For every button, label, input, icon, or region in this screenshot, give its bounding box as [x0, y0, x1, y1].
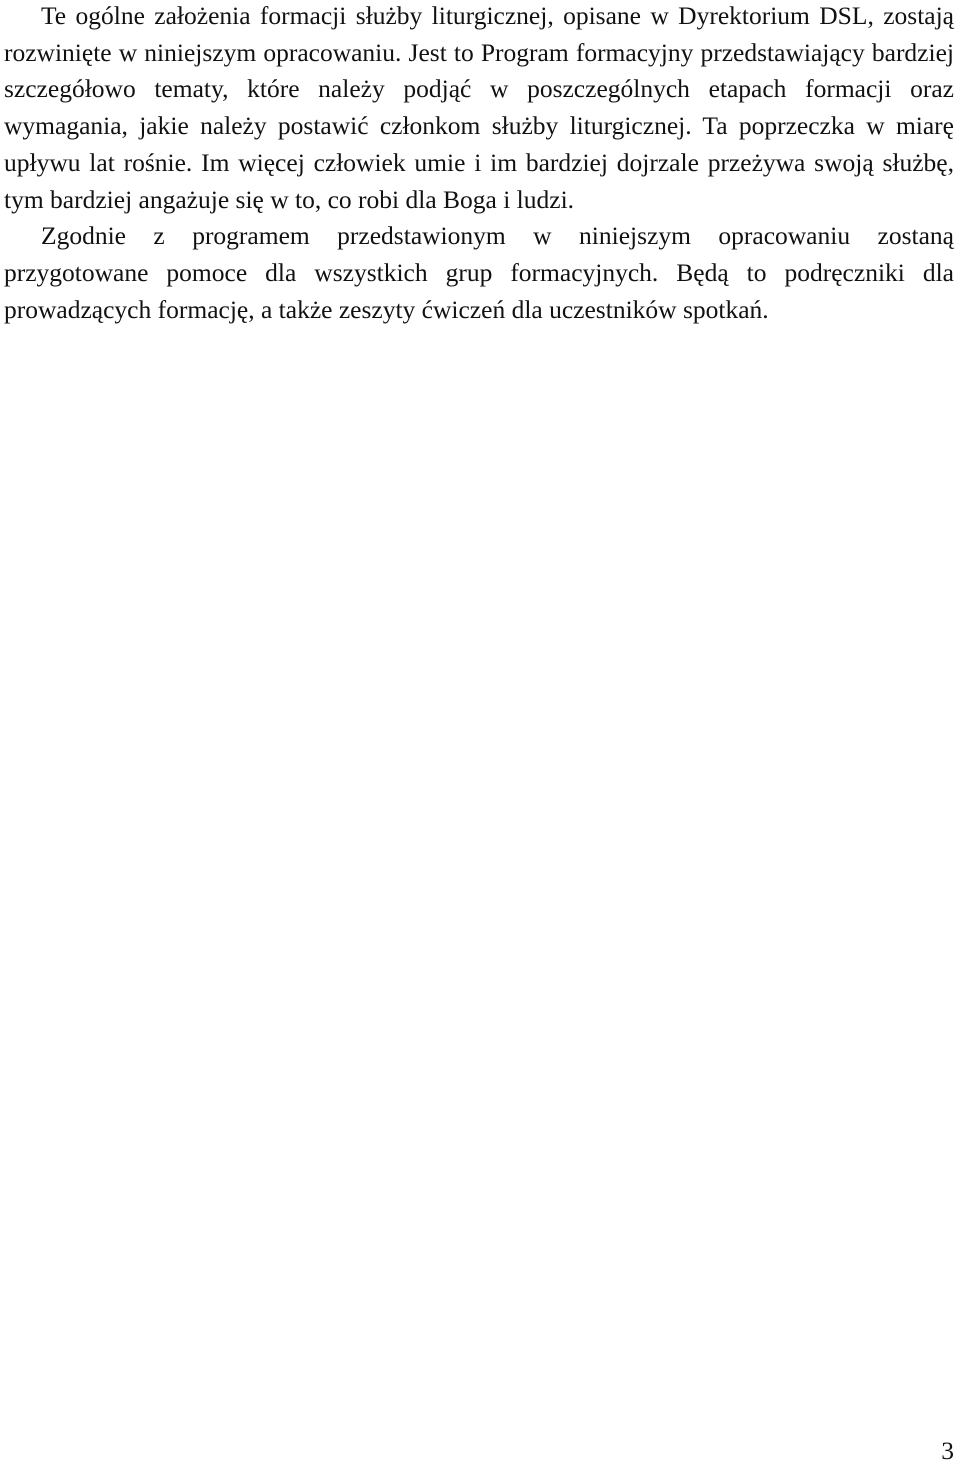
- paragraph-program: Zgodnie z programem przedstawionym w niniejszym opracowaniu zostaną przygotowane pomoce dla wszystkich grup formacyjnych. Będą to podręczniki dla prowadzących formację, a także zeszyty ćwiczeń dla uczestników spotkań.: [4, 221, 954, 324]
- body-text: [4, 0, 954, 328]
- page-number: 3: [941, 1436, 954, 1465]
- paragraph-intro: Te ogólne założenia formacji służby liturgicznej, opisane w Dyrektorium DSL, zostają rozwinięte w niniejszym opracowaniu. Jest to Program formacyjny przedstawiający bardziej szczegółowo tematy, które należy podjąć w poszczególnych etapach formacji oraz wymagania, jakie należy postawić członkom służby liturgicznej. Ta poprzeczka w miarę upływu lat rośnie. Im więcej człowiek umie i im bardziej dojrzale przeżywa swoją służbę, tym bardziej angażuje się w to, co robi dla Boga i ludzi.: [4, 1, 954, 214]
